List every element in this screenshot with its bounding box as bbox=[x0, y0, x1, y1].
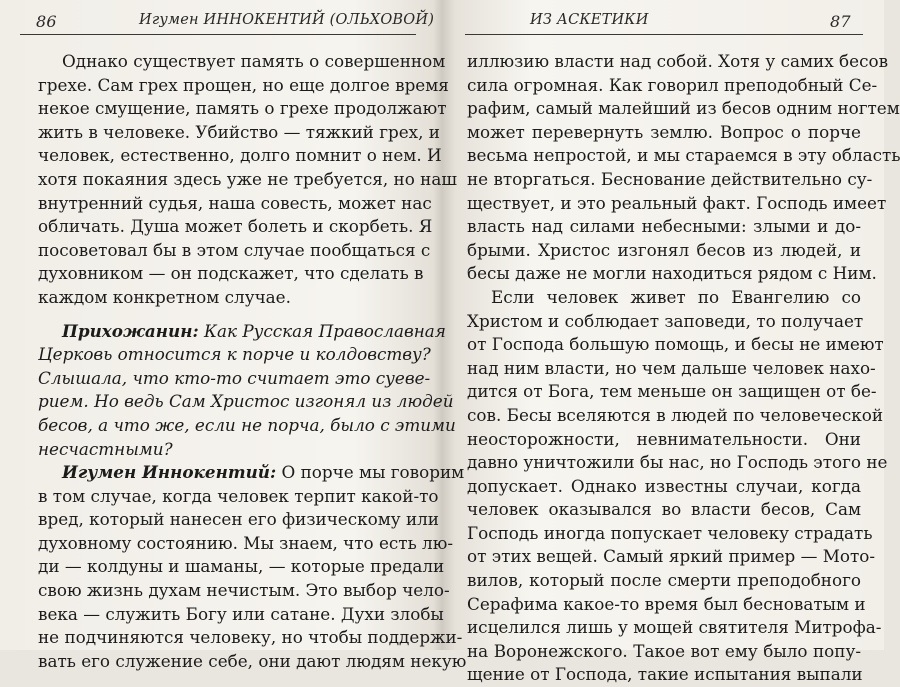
text-line: жить в человеке. Убийство — тяжкий грех, и bbox=[38, 121, 440, 142]
running-head: ИЗ АСКЕТИКИ bbox=[530, 12, 649, 28]
text-line: человек оказывался во власти бесов, Сам bbox=[467, 499, 861, 520]
answer-line: свою жизнь духам нечистым. Это выбор чело- bbox=[38, 580, 450, 601]
right-body-text bbox=[467, 50, 900, 687]
text-line: от Господа большую помощь, и бесы не имеют bbox=[467, 334, 884, 355]
header-rule bbox=[20, 34, 416, 35]
text-line: щение от Господа, такие испытания выпали bbox=[467, 664, 863, 685]
answer-line: века — служить Богу или сатане. Духи злобы bbox=[38, 603, 444, 624]
question-line: несчастными? bbox=[38, 438, 173, 459]
text-line: исцелился лишь у мощей святителя Митрофа- bbox=[467, 617, 882, 638]
text-line: сов. Бесы вселяются в людей по человеческой bbox=[467, 404, 884, 425]
text-line: грехе. Сам грех прощен, но еще долгое время bbox=[38, 74, 449, 95]
text-line: внутренний судья, наша совесть, может нас bbox=[38, 192, 432, 213]
answer-first-line bbox=[38, 461, 465, 485]
page-number: 87 bbox=[830, 12, 851, 31]
text-line: Господь иногда попускает человеку страдать bbox=[467, 522, 873, 543]
text-line: власть над силами небесными: злыми и до- bbox=[467, 216, 861, 237]
text-line: ществует, и это реальный факт. Господь имеет bbox=[467, 192, 887, 213]
text-line: хотя покаяния здесь уже не требуется, но наш bbox=[38, 168, 457, 189]
answer-text: О порче мы говорим bbox=[281, 462, 465, 483]
text-line: на Воронежского. Такое вот ему было попу- bbox=[467, 640, 861, 661]
question-line: Церковь относится к порче и колдовству? bbox=[38, 344, 431, 365]
text-line: рафим, самый малейший из бесов одним ногтем bbox=[467, 98, 900, 119]
text-line: Если человек живет по Евангелию со bbox=[491, 286, 861, 307]
text-line: каждом конкретном случае. bbox=[38, 286, 291, 307]
question-line: рием. Но ведь Сам Христос изгонял из людей bbox=[38, 391, 454, 412]
text-line: над ним власти, но чем дальше человек нахо- bbox=[467, 357, 876, 378]
text-line: духовником — он подскажет, что сделать в bbox=[38, 263, 424, 284]
text-line: иллюзию власти над собой. Хотя у самих бесов bbox=[467, 51, 889, 71]
answer-line: не подчиняются человеку, но чтобы поддержи- bbox=[38, 627, 463, 648]
text-line: допускает. Однако известны случаи, когда bbox=[467, 475, 861, 496]
text-line: посоветовал бы в этом случае пообщаться с bbox=[38, 239, 431, 260]
text-line: Христом и соблюдает заповеди, то получает bbox=[467, 310, 864, 331]
right-page bbox=[442, 0, 900, 685]
answer-speaker: Игумен Иннокентий: bbox=[62, 462, 277, 483]
question-text: Как Русская Православная bbox=[203, 320, 446, 341]
text-line: от этих вещей. Самый яркий пример — Мото- bbox=[467, 546, 876, 567]
text-line: неосторожности, невнимательности. Они bbox=[467, 428, 861, 449]
text-line: некое смущение, память о грехе продолжают bbox=[38, 98, 447, 119]
question-line: Слышала, что кто-то считает это суеве- bbox=[38, 367, 431, 388]
text-line: человек, естественно, долго помнит о нем. И bbox=[38, 145, 442, 166]
text-line: Однако существует память о совершенном bbox=[62, 51, 446, 71]
text-line: вилов, который после смерти преподобного bbox=[467, 570, 861, 591]
answer-line: духовному состоянию. Мы знаем, что есть лю- bbox=[38, 532, 453, 553]
text-line: брыми. Христос изгонял бесов из людей, и bbox=[467, 239, 861, 260]
text-line: весьма непростой, и мы стараемся в эту область bbox=[467, 145, 900, 166]
running-head: Игумен ИННОКЕНТИЙ (ОЛЬХОВОЙ) bbox=[139, 12, 435, 28]
header-rule bbox=[465, 34, 863, 35]
text-line: обличать. Душа может болеть и скорбеть. Я bbox=[38, 216, 433, 237]
answer-line: в том случае, когда человек терпит какой-то bbox=[38, 485, 439, 506]
text-line: может перевернуть землю. Вопрос о порче bbox=[467, 121, 861, 142]
left-body-text bbox=[38, 50, 467, 673]
answer-line: ди — колдуны и шаманы, — которые предали bbox=[38, 556, 445, 577]
text-line: дится от Бога, тем меньше он защищен от бе- bbox=[467, 381, 877, 402]
answer-line: вать его служение себе, они дают людям некую bbox=[38, 650, 467, 671]
question-line: бесов, а что же, если не порча, было с этими bbox=[38, 414, 456, 435]
question-speaker: Прихожанин: bbox=[62, 320, 199, 341]
text-line: не вторгаться. Беснование действительно су- bbox=[467, 168, 873, 189]
text-line: сила огромная. Как говорил преподобный Се- bbox=[467, 74, 878, 95]
text-line: Серафима какое-то время был бесноватым и bbox=[467, 593, 866, 614]
page-number: 86 bbox=[36, 12, 57, 31]
answer-line: вред, который нанесен его физическому или bbox=[38, 509, 439, 530]
text-line: давно уничтожили бы нас, но Господь этого не bbox=[467, 452, 888, 473]
question-first-line bbox=[38, 320, 446, 344]
text-line: бесы даже не могли находиться рядом с Ним. bbox=[467, 263, 877, 284]
